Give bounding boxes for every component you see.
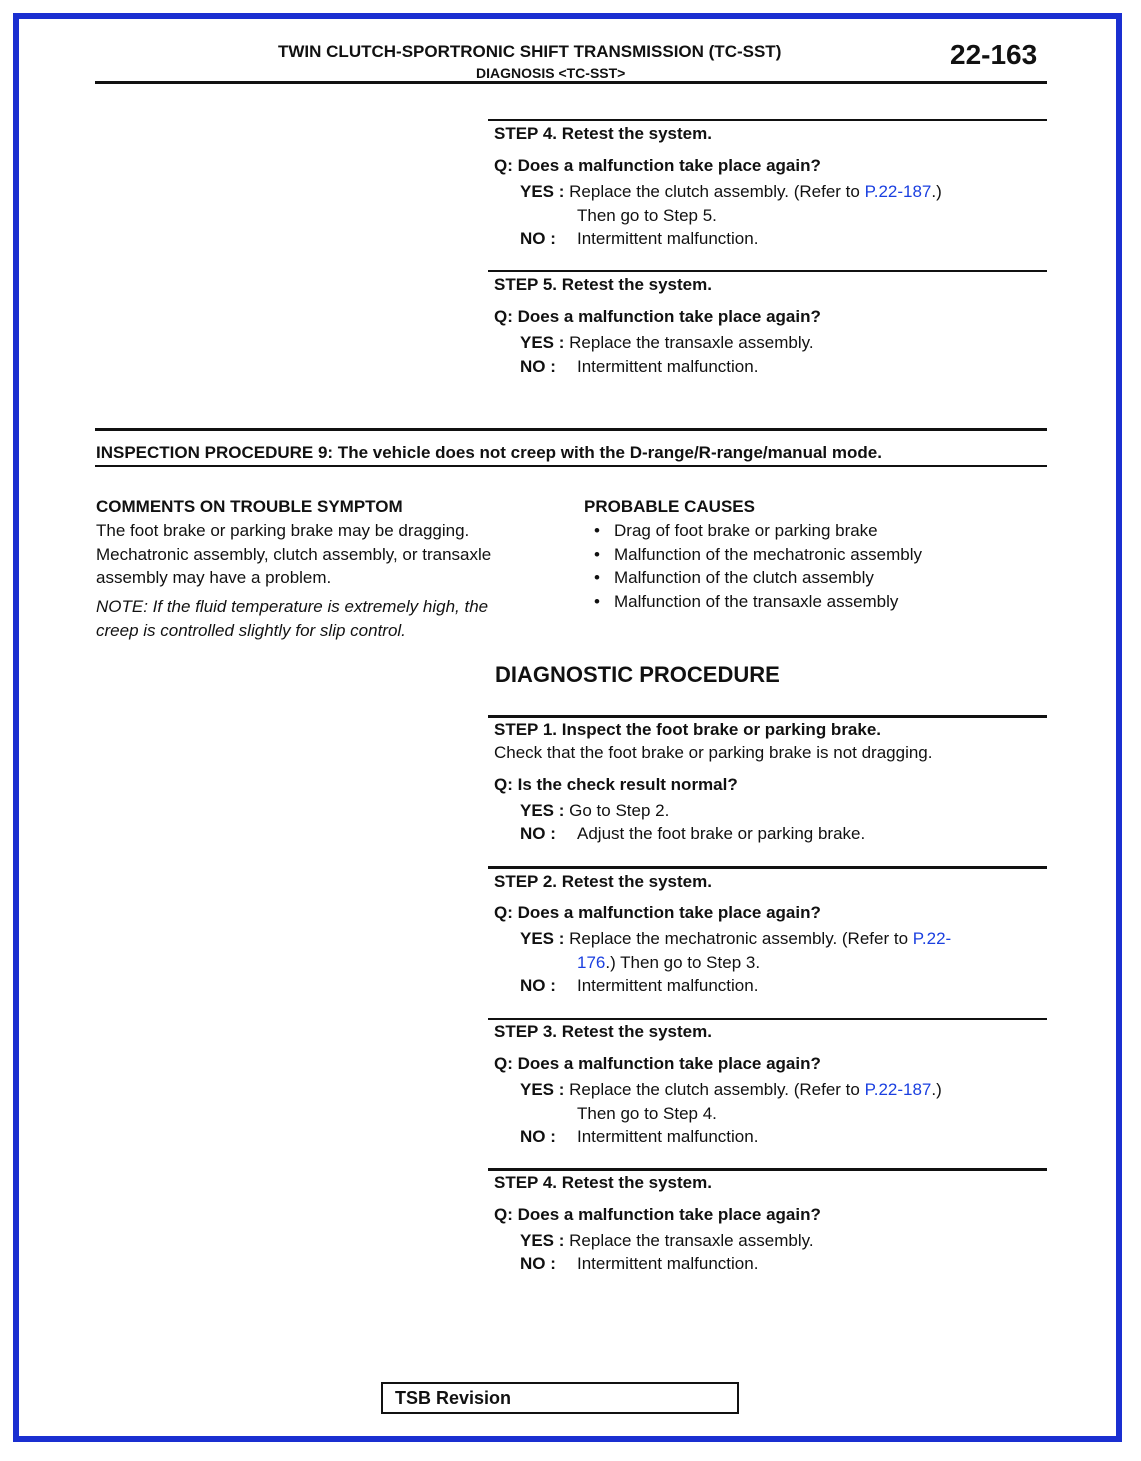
yes-text: Replace the clutch assembly. (Refer to <box>569 182 865 201</box>
step1-no <box>520 824 865 844</box>
no-label: NO : <box>520 1127 556 1146</box>
comments-line: Mechatronic assembly, clutch assembly, or transaxle <box>96 544 492 564</box>
step2-yes <box>520 929 951 949</box>
cause-item: • Malfunction of the clutch assembly <box>584 566 922 590</box>
prev-step4-yes <box>520 182 942 202</box>
no-text: Intermittent malfunction. <box>577 229 759 248</box>
no-text: Intermittent malfunction. <box>577 1254 759 1273</box>
no-label: NO : <box>520 976 556 995</box>
no-text: Adjust the foot brake or parking brake. <box>577 824 866 843</box>
step2-no <box>520 976 758 996</box>
step1-title: STEP 1. Inspect the foot brake or parking brake. <box>494 720 882 739</box>
yes-label: YES : <box>520 182 565 201</box>
step-rule <box>488 866 1047 869</box>
yes-text: Replace the transaxle assembly. <box>569 333 814 352</box>
yes-text: Replace the clutch assembly. (Refer to <box>569 1080 865 1099</box>
prev-step4-title: STEP 4. Retest the system. <box>494 124 712 143</box>
no-label: NO : <box>520 1254 556 1273</box>
step4-yes <box>520 1231 814 1251</box>
header-rule <box>95 81 1047 84</box>
cause-item: • Malfunction of the transaxle assembly <box>584 590 922 614</box>
step-rule <box>488 1018 1047 1020</box>
step4-no <box>520 1254 758 1274</box>
step-rule <box>488 1168 1047 1171</box>
step1-yes <box>520 801 669 821</box>
prev-step4-question: Q: Does a malfunction take place again? <box>494 156 821 175</box>
no-label: NO : <box>520 824 556 843</box>
header-subtitle: DIAGNOSIS <TC-SST> <box>476 65 626 81</box>
cause-item: • Malfunction of the mechatronic assembly <box>584 543 922 567</box>
step-rule <box>488 270 1047 272</box>
yes-text-end: .) Then go to Step 3. <box>605 953 761 972</box>
yes-text: Replace the mechatronic assembly. (Refer to <box>569 929 913 948</box>
note-line: creep is controlled slightly for slip control. <box>96 620 406 640</box>
no-text: Intermittent malfunction. <box>577 976 759 995</box>
comments-body <box>96 519 566 590</box>
page-link[interactable]: 176 <box>577 953 606 972</box>
causes-heading: PROBABLE CAUSES <box>584 497 755 516</box>
step3-yes-line2: Then go to Step 4. <box>577 1104 717 1123</box>
step-rule <box>488 715 1047 718</box>
yes-label: YES : <box>520 1231 565 1250</box>
yes-label: YES : <box>520 929 565 948</box>
yes-label: YES : <box>520 333 565 352</box>
page-link[interactable]: P.22-187 <box>864 182 932 201</box>
step3-question: Q: Does a malfunction take place again? <box>494 1054 821 1073</box>
prev-step5-no <box>520 357 758 377</box>
note-line: NOTE: If the fluid temperature is extremely high, the <box>96 597 489 616</box>
prev-step5-question: Q: Does a malfunction take place again? <box>494 307 821 326</box>
no-label: NO : <box>520 229 556 248</box>
yes-text: Go to Step 2. <box>569 801 670 820</box>
header-title: TWIN CLUTCH-SPORTRONIC SHIFT TRANSMISSION (TC-SST) <box>278 42 782 61</box>
causes-list <box>584 519 922 613</box>
prev-step4-yes-line2: Then go to Step 5. <box>577 206 717 225</box>
step4-question: Q: Does a malfunction take place again? <box>494 1205 821 1224</box>
diagnostic-title: DIAGNOSTIC PROCEDURE <box>495 662 780 687</box>
comments-heading: COMMENTS ON TROUBLE SYMPTOM <box>96 497 403 516</box>
step-rule <box>488 119 1047 121</box>
page-link[interactable]: P.22- <box>912 929 952 948</box>
no-text: Intermittent malfunction. <box>577 357 759 376</box>
step1-detail: Check that the foot brake or parking brake is not dragging. <box>494 743 933 762</box>
comments-line: assembly may have a problem. <box>96 568 332 587</box>
step3-yes <box>520 1080 942 1100</box>
cause-item: • Drag of foot brake or parking brake <box>584 519 922 543</box>
prev-step5-title: STEP 5. Retest the system. <box>494 275 712 294</box>
step2-yes-line2 <box>577 953 760 973</box>
step2-question: Q: Does a malfunction take place again? <box>494 903 821 922</box>
prev-step4-no <box>520 229 758 249</box>
step4-title: STEP 4. Retest the system. <box>494 1173 712 1192</box>
inspection-rule-bottom <box>95 465 1047 467</box>
no-text: Intermittent malfunction. <box>577 1127 759 1146</box>
yes-text: Replace the transaxle assembly. <box>569 1231 814 1250</box>
comments-line: The foot brake or parking brake may be dragging. <box>96 521 470 540</box>
yes-text-end: .) <box>931 182 942 201</box>
tsb-revision-box: TSB Revision <box>381 1382 739 1414</box>
inspection-rule-top <box>95 428 1047 431</box>
no-label: NO : <box>520 357 556 376</box>
page-link[interactable]: P.22-187 <box>864 1080 932 1099</box>
prev-step5-yes <box>520 333 814 353</box>
comments-note <box>96 595 566 642</box>
inspection-title: INSPECTION PROCEDURE 9: The vehicle does not creep with the D-range/R-range/manual mode. <box>96 443 882 462</box>
step1-question: Q: Is the check result normal? <box>494 775 738 794</box>
page-number: 22-163 <box>950 39 1038 70</box>
step3-title: STEP 3. Retest the system. <box>494 1022 712 1041</box>
yes-text-end: .) <box>931 1080 942 1099</box>
yes-label: YES : <box>520 801 565 820</box>
step3-no <box>520 1127 758 1147</box>
yes-label: YES : <box>520 1080 565 1099</box>
step2-title: STEP 2. Retest the system. <box>494 872 712 891</box>
